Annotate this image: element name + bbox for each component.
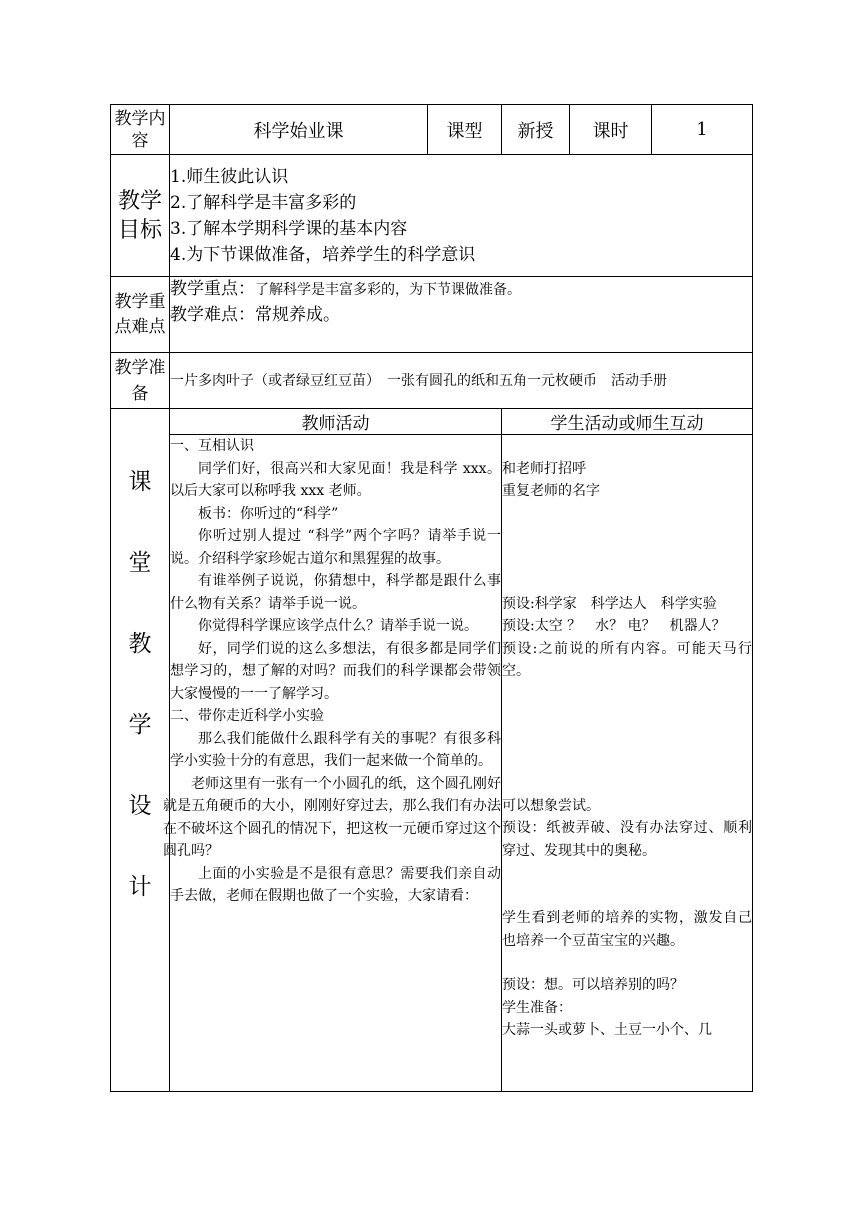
teacher-activity-header: 教师活动 [170,409,502,435]
lesson-plan-table [110,104,753,1092]
student-activity-column [502,435,753,1092]
goal-item: 3.了解本学期科学课的基本内容 [170,218,408,239]
hours-value: 1 [652,105,753,155]
preparation-text: 一片多肉叶子（或者绿豆红豆苗） 一张有圆孔的纸和五角一元枚硬币 活动手册 [170,353,753,409]
teacher-paragraph: 那么我们能做什么跟科学有关的事呢？有很多科学小实验十分的有意思，我们一起来做一个简单的。 [170,730,501,769]
student-note: 预设：想。可以培养别的吗？ [502,977,684,993]
design-label [111,409,170,1092]
goals-label: 教学目标 [111,155,170,277]
student-note: 预设：纸被弄破、没有办法穿过、顺利穿过、发现其中的奥秘。 [502,820,752,859]
activity-body-row [111,435,753,1092]
goals-row [111,155,753,277]
focus-text: 了解科学是丰富多彩的，为下节课做准备。 [255,282,521,298]
teacher-paragraph: 老师这里有一张有一个小圆孔的纸，这个圆孔刚好就是五角硬币的大小，刚刚好穿过去，那么我们有办法在不破坏这个圆孔的情况下，把这枚一元硬币穿过这个圆孔吗？ [163,775,501,859]
student-activity-header: 学生活动或师生互动 [502,409,753,435]
teacher-activity-column [163,435,502,1092]
teacher-paragraph: 你听过别人提过 “科学”两个字吗？请举手说一说。介绍科学家珍妮古道尔和黑猩猩的故事。 [170,528,501,567]
header-row [111,105,753,155]
student-note: 重复老师的名字 [502,483,600,499]
preparation-row [111,353,753,409]
student-note: 预设:之前说的所有内容。可能天马行空。 [502,640,752,679]
key-points-content [170,277,753,353]
goals-list [170,155,753,277]
student-note: 预设:太空 ？ 水？ 电？ 机器人？ [502,618,726,634]
design-char: 学 [128,712,152,738]
teacher-paragraph: 同学们好，很高兴和大家见面！我是科学 xxx。以后大家可以称呼我 xxx 老师。 [170,460,501,499]
student-note: 和老师打招呼 [502,460,586,477]
student-note: 学生准备： [502,999,572,1016]
difficulty-label: 教学难点： [170,305,255,325]
teacher-paragraph: 你觉得科学课应该学点什么？请举手说一说。 [198,618,478,634]
key-points-label: 教学重点难点 [111,277,170,353]
student-note: 大蒜一头或萝卜、土豆一小个、几 [502,1022,712,1038]
section-heading: 一、互相认识 [170,438,254,454]
student-note: 预设:科学家 科学达人 科学实验 [502,595,717,612]
teacher-paragraph: 有谁举例子说说，你猜想中，科学都是跟什么事什么物有关系？请举手说一说。 [170,573,501,612]
content-label: 教学内容 [111,105,170,155]
teacher-paragraph: 板书：你听过的“科学” [198,505,339,522]
student-note: 可以想象尝试。 [502,797,600,814]
student-note: 学生看到老师的培养的实物，激发自己也培养一个豆苗宝宝的兴趣。 [502,910,752,949]
section-heading: 二、带你走近科学小实验 [170,708,324,724]
activity-header-row [111,409,753,435]
goal-item: 2.了解科学是丰富多彩的 [170,192,357,213]
key-points-row [111,277,753,353]
type-label: 课型 [428,105,502,155]
content-value: 科学始业课 [170,105,428,155]
preparation-label: 教学准备 [111,353,170,409]
type-value: 新授 [502,105,570,155]
design-char: 设 [128,793,152,819]
hours-label: 课时 [570,105,652,155]
goal-item: 4.为下节课做准备，培养学生的科学意识 [170,244,476,265]
teacher-paragraph: 上面的小实验是不是很有意思？需要我们亲自动手去做，老师在假期也做了一个实验，大家请看： [170,865,501,904]
goal-item: 1.师生彼此认识 [170,166,289,187]
difficulty-text: 常规养成。 [255,305,340,325]
design-char: 堂 [128,550,152,576]
design-char: 课 [128,469,152,495]
design-char: 教 [128,631,152,657]
teacher-paragraph: 好，同学们说的这么多想法，有很多都是同学们想学习的，想了解的对吗？而我们的科学课都会带领大家慢慢的一一了解学习。 [170,640,501,702]
design-char: 计 [128,874,152,900]
focus-label: 教学重点： [170,279,255,299]
